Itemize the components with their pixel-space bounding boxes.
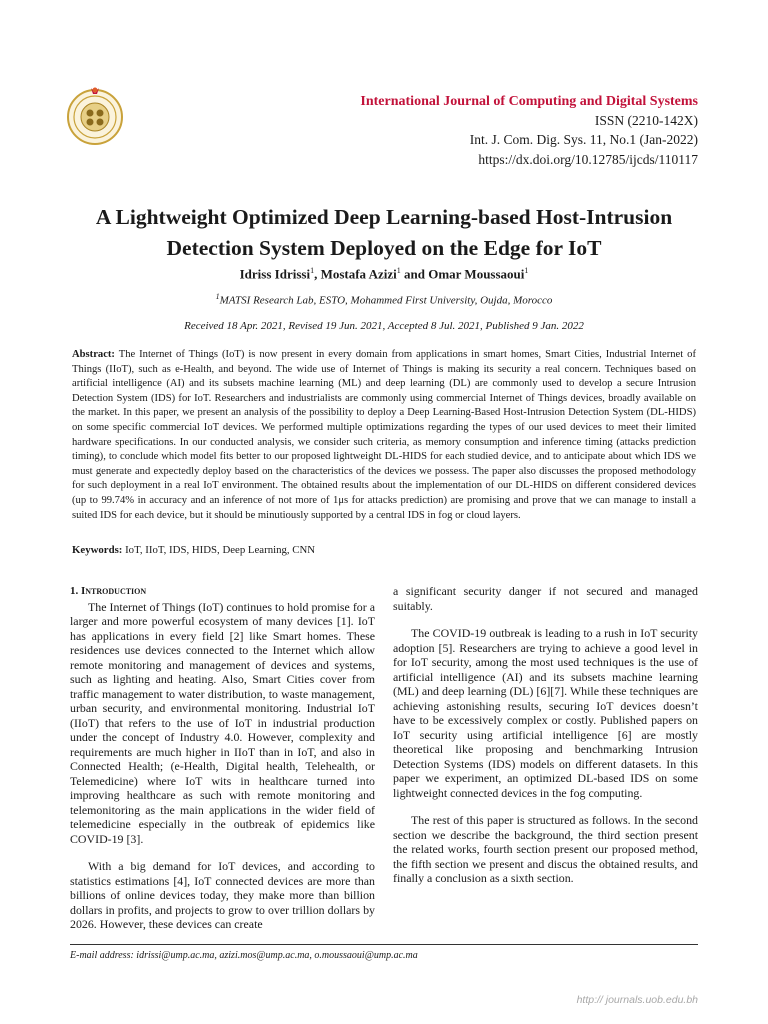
- affiliation-text: MATSI Research Lab, ESTO, Mohammed First University, Oujda, Morocco: [219, 294, 553, 307]
- keywords: [72, 544, 696, 556]
- author-name: Mostafa Azizi: [320, 266, 397, 282]
- paper-title: [40, 202, 728, 264]
- university-seal-icon: [64, 84, 126, 146]
- author-separator: ,: [314, 266, 321, 282]
- keywords-text: IoT, IIoT, IDS, HIDS, Deep Learning, CNN: [122, 544, 316, 556]
- title-line-2: Detection System Deployed on the Edge for IoT: [166, 236, 602, 260]
- footnote-divider: [70, 944, 698, 945]
- body-paragraph: The COVID-19 outbreak is leading to a rush in IoT security adoption [5]. Researchers are trying to achieve a good level in for IoT security, among the most used techniques is the use of artificial intelligence (AI) and its subsets machine learning (ML) and deep learning (DL) [6][7]. While these techniques are achieving astonishing results, securing IoT devices doesn’t have to be excessively complex or costly. Published papers on IoT security using artificial intelligence [6] are mostly theoretical like proposing and benchmarking Intrusion Detection Systems (IDS) models on different datasets. In this paper we experiment, an optimized DL-based IDS on some lightweight connected devices in the fog computing.: [393, 626, 698, 800]
- author-affil-mark: 1: [396, 266, 401, 275]
- body-paragraph: With a big demand for IoT devices, and according to statistics estimations [4], IoT connected devices are more than billions of online devices today, they make more than billion dollars in profits, and projects to grow to over trillion dollars by 2026. However, these devices can create: [70, 859, 375, 931]
- section-title: Introduction: [81, 585, 147, 597]
- author-list: [40, 266, 728, 282]
- journal-name: International Journal of Computing and Digital Systems: [360, 94, 698, 109]
- body-paragraph: The rest of this paper is structured as follows. In the second section we describe the background, the third section present the related works, fourth section present our proposed method, the fifth section we present and discus the obtained results, and finally a conclusion as a sixth section.: [393, 813, 698, 885]
- abstract-label: Abstract:: [72, 349, 115, 360]
- doi-link[interactable]: https://dx.doi.org/10.12785/ijcds/110117: [478, 152, 698, 167]
- body-paragraph: The Internet of Things (IoT) continues to hold promise for a larger and more powerful ecosystem of many devices [1]. IoT has applications in every field [2] like Smart homes. These residences use devices connected to the Internet which allow remote monitoring and management of devices and systems, such as lighting and heating. Also, Smart Cities cover from traffic management to water distribution, to waste management, urban security, and environmental monitoring. Industrial IoT (IIoT) that refers to the use of IoT in industrial production under the concept of Industry 4.0. However, complexity and requirements are much higher in IIoT than in IoT, and also in Connected Health; (e-Health, Digital health, Telehealth, or Telemedicine) where IoT wits in healthcare turned into improving healthcare as such with remote monitoring and telemonitoring as the main applications in the wider field of telemedicine especially in the outbreak of epidemics like COVID-19 [3].: [70, 599, 375, 846]
- affiliation-number: 1: [215, 292, 220, 301]
- author-affil-mark: 1: [310, 266, 315, 275]
- affiliation: [40, 292, 728, 307]
- abstract-text: The Internet of Things (IoT) is now present in every domain from applications in smart homes, Smart Cities, Industrial Internet of Things (IIoT), such as e-Health, and beyond. The wide use of Internet of Things is making its security a real concern. Techniques based on artificial intelligence (AI) and its subsets machine learning (ML) and deep learning (DL) are commonly used to develop a secure Intrusion Detection System (IDS) for IoT. Researchers and industrialists are commonly using commercial Internet of Things devices, broadly available on the market. In this paper, we present an analysis of the possibility to deploy a Deep Learning-Based Host-Intrusion Detection System (DL-HIDS) on some specific commercial IoT devices. We performed multiple optimizations regarding the types of our used devices to meet their limited hardware specifications. In our conducted analysis, we consider such criteria, as memory consumption and inference timing (attacks prediction timing), to conclude which model fits better to our proposed lightweight DL-HIDS for each studied device, and to anticipate about which IDS we must generate and expectedly deploy based on the characteristics of the devices we possess. The paper also discusses the proposed methodology for such deployment in a real IoT environment. The obtained results about the implementation of our DL-HIDS on different considered devices (up to 99.74% in accuracy and an inference of not more of 1μs for attacks prediction) are promising and prove that we can manage to install a suited IDS for each device, but it should be minutiously supported by a central IDS in fog or cloud layers.: [72, 349, 696, 521]
- keywords-label: Keywords:: [72, 544, 123, 556]
- author-affil-mark: 1: [524, 266, 529, 275]
- journal-header: [360, 92, 698, 149]
- journal-url[interactable]: http:// journals.uob.edu.bh: [576, 994, 698, 1006]
- author-separator: and: [400, 266, 429, 282]
- journal-citation: Int. J. Com. Dig. Sys. 11, No.1 (Jan-2022): [469, 132, 698, 147]
- author-name: Omar Moussaoui: [428, 266, 525, 282]
- author-name: Idriss Idrissi: [239, 266, 311, 282]
- publication-dates: Received 18 Apr. 2021, Revised 19 Jun. 2021, Accepted 8 Jul. 2021, Published 9 Jan. 2022: [184, 320, 584, 332]
- right-column: [393, 584, 698, 886]
- journal-issn: ISSN (2210-142X): [594, 113, 698, 128]
- section-heading: [70, 584, 375, 599]
- body-paragraph: a significant security danger if not secured and managed suitably.: [393, 584, 698, 613]
- title-line-1: A Lightweight Optimized Deep Learning-based Host-Intrusion: [95, 205, 673, 229]
- author-emails: E-mail address: idrissi@ump.ac.ma, azizi.mos@ump.ac.ma, o.moussaoui@ump.ac.ma: [70, 950, 418, 961]
- section-number: 1.: [70, 585, 79, 597]
- abstract: [72, 348, 696, 523]
- left-column: [70, 584, 375, 932]
